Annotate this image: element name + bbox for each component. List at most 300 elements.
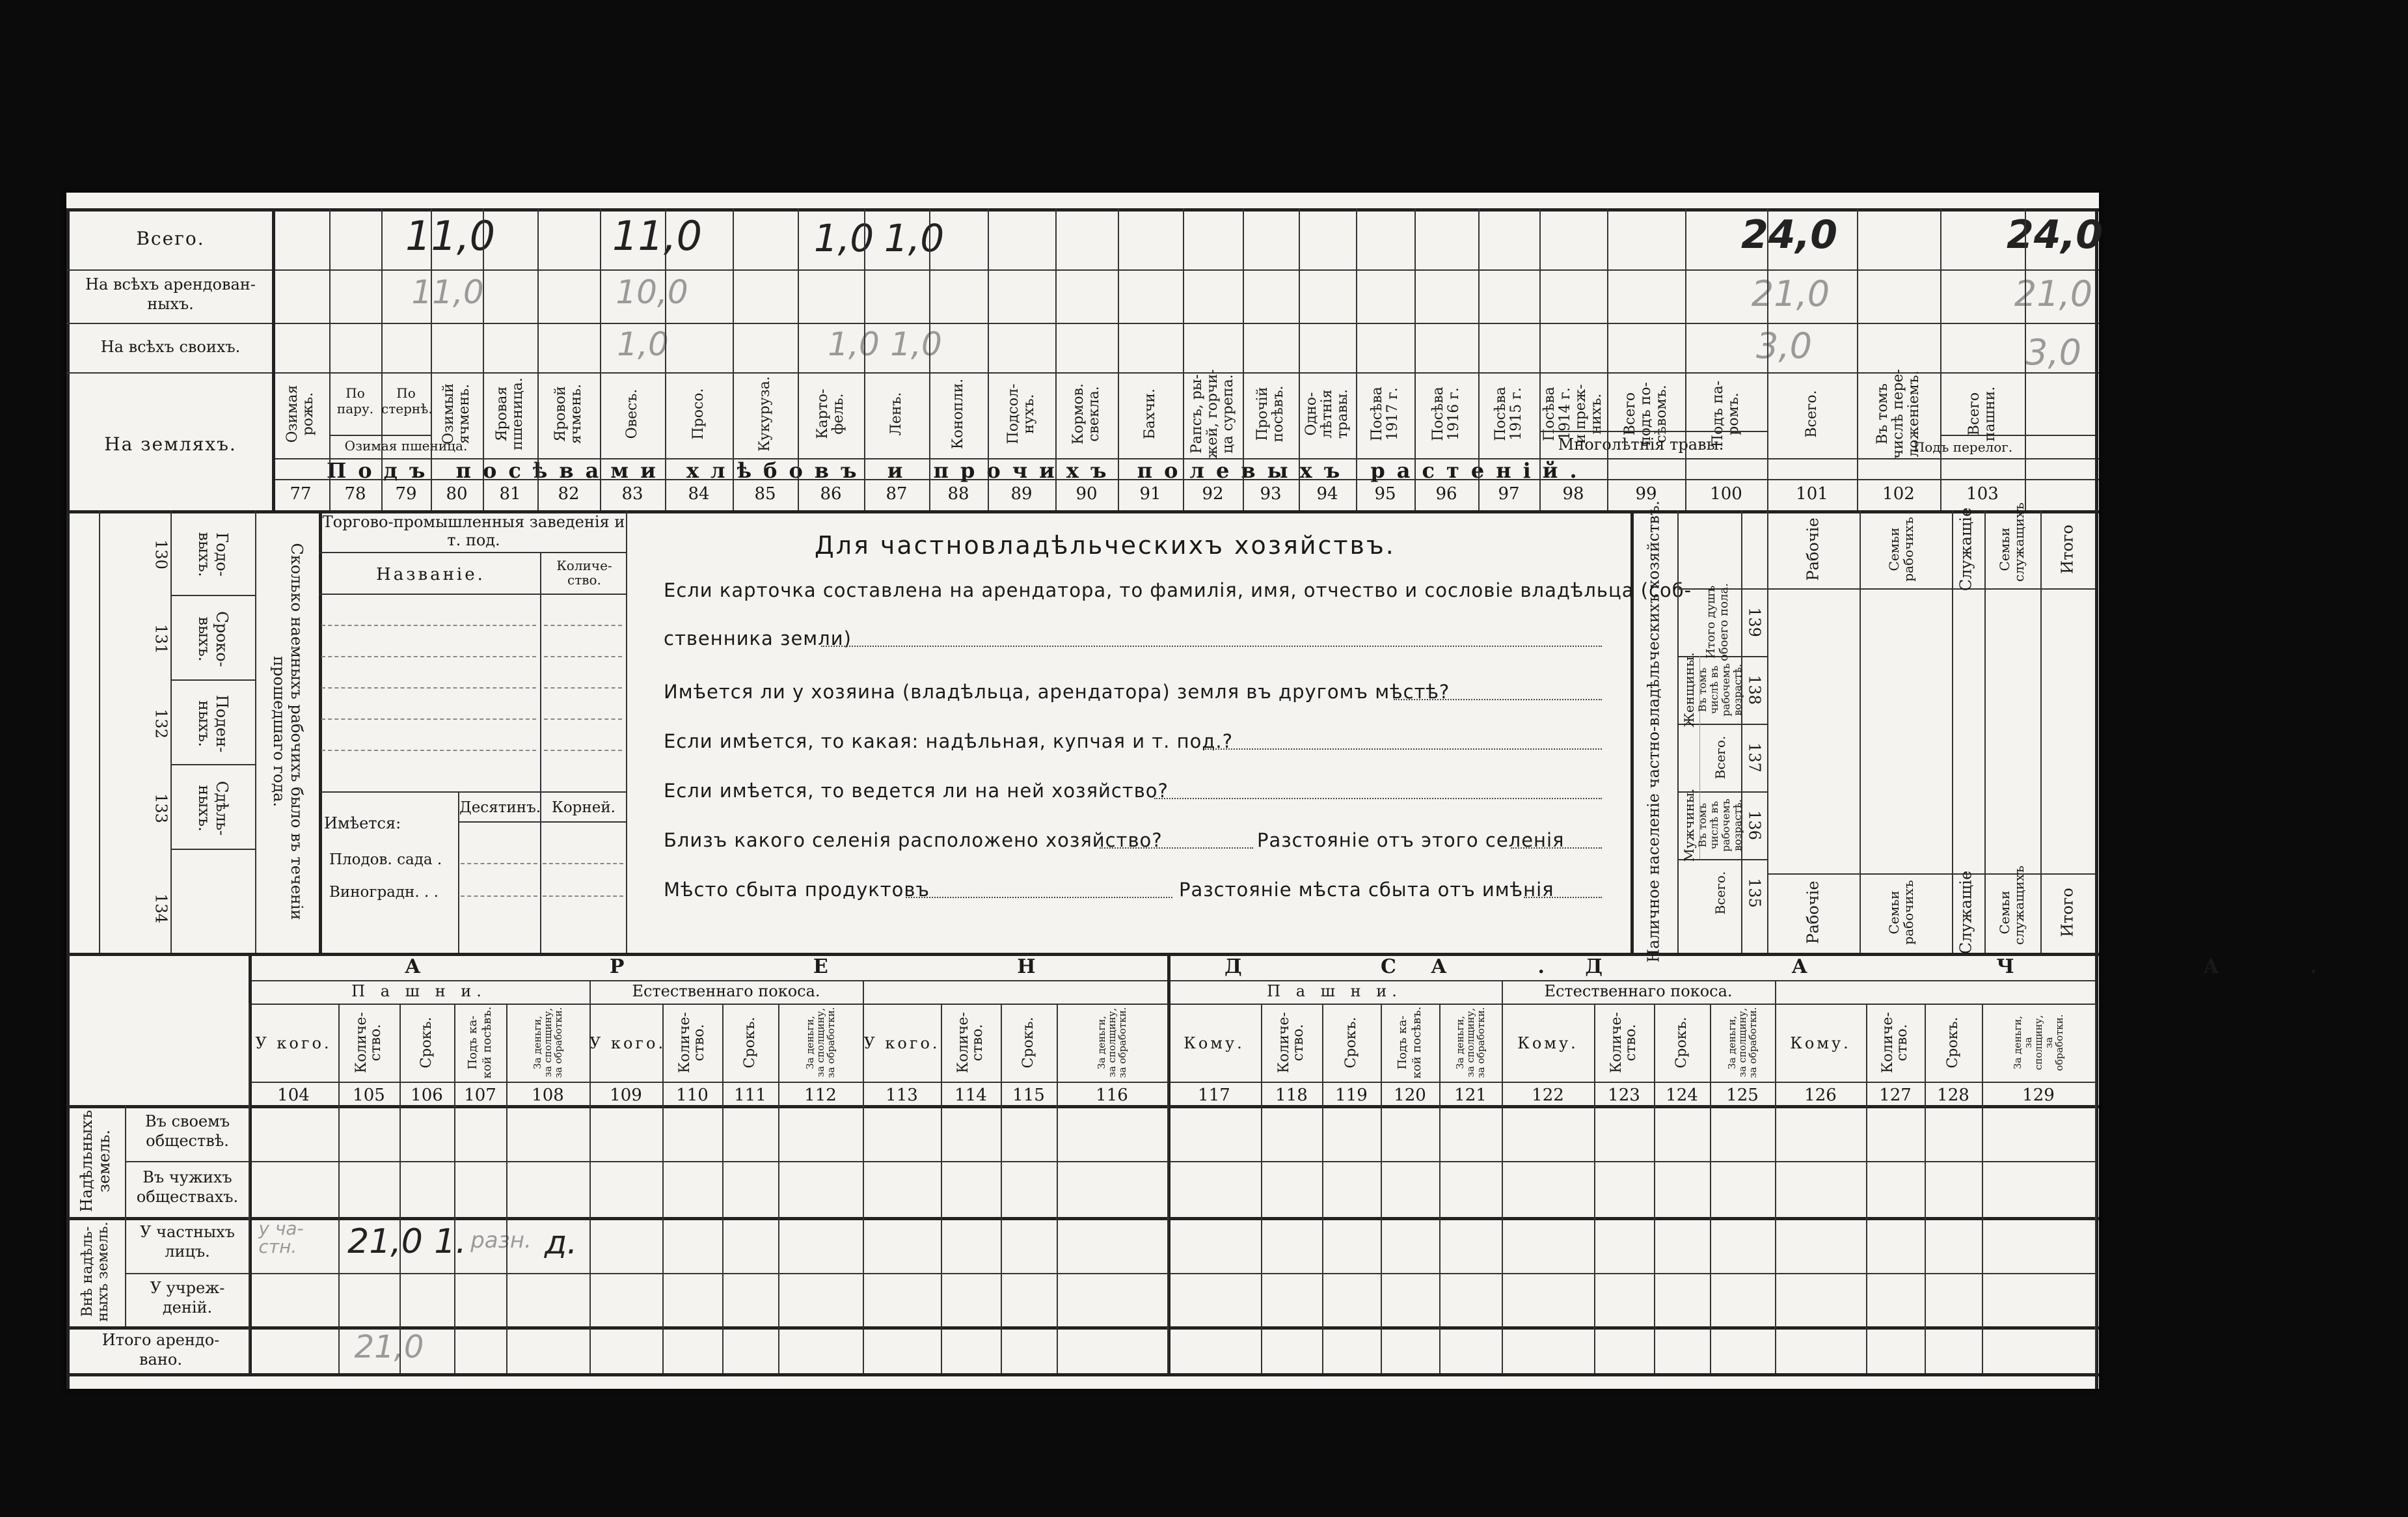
bottom-col-line	[506, 1004, 507, 1373]
top-col-line	[1607, 208, 1608, 510]
bottom-col-line	[941, 1004, 942, 1373]
top-col-header: Прочiй посѣвъ.	[1254, 385, 1286, 443]
bottom-hline	[66, 1217, 2099, 1220]
top-col-line	[798, 208, 799, 510]
bottom-hline	[249, 1082, 2095, 1083]
top-col-number: 95	[1374, 484, 1396, 504]
bottom-col-number: 128	[1937, 1086, 1969, 1105]
bottom-col-header: За деньги, за сполщину, за обработки.	[804, 1007, 837, 1078]
row-label-lands: На земляхъ.	[104, 433, 237, 455]
private-q3: Если имѣется, то какая: надѣльная, купчая и т. под.?	[664, 730, 1233, 752]
top-col-line	[1183, 208, 1184, 510]
bottom-col-header: За деньги, за сполщину, за обработки.	[532, 1007, 564, 1078]
bottom-col-line	[1710, 1004, 1711, 1373]
bottom-col-header: Подъ ка- кой посѣвъ.	[1396, 1006, 1424, 1079]
top-col-header: Рапсъ, ры- жей, горчи- ца сурепа.	[1189, 369, 1236, 459]
top-col-header: Посѣва 1917 г.	[1369, 387, 1401, 441]
bottom-col-line	[1381, 1004, 1382, 1373]
worker-annual: Годо- выхъ.	[195, 532, 231, 577]
mid-hline	[458, 821, 626, 823]
top-col-header: Кормов. свекла.	[1070, 383, 1102, 445]
top-col-line	[381, 208, 383, 510]
bottom-col-line	[863, 1004, 864, 1373]
row-total-rented: Итого арендо- вано.	[101, 1331, 220, 1369]
dashed-line	[544, 750, 622, 751]
worker-num-133: 133	[152, 793, 170, 823]
arenda-pashni: П а ш н и.	[351, 982, 487, 1000]
dashed-line	[321, 656, 536, 657]
hw-rent-arable: 21,0	[2014, 273, 2093, 314]
private-q5b: Разстоянiе отъ этого селенiя	[1257, 829, 1565, 851]
top-col-line	[329, 208, 331, 510]
bottom-col-number: 124	[1666, 1086, 1698, 1105]
top-col-line	[2095, 208, 2098, 510]
trade-title: Торгово-промышленныя заведенiя и т. под.	[322, 513, 625, 549]
dashed-line	[544, 625, 622, 626]
bottom-col-header: Срокъ.	[1673, 1017, 1690, 1069]
top-col-line	[1767, 208, 1768, 510]
hw-total-yarovoy: 11,0	[612, 212, 703, 260]
bottom-col-line	[1654, 1004, 1655, 1373]
pop-total-souls: Итого душъ обоего пола.	[1704, 583, 1731, 661]
bottom-col-header: За деньги, за сполщину, за обработки.	[2012, 1014, 2065, 1071]
mid-hline	[319, 594, 626, 595]
bottom-col-line	[1594, 1004, 1595, 1373]
dashed-line	[544, 718, 622, 720]
mid-hline	[170, 595, 255, 596]
mid-vline	[540, 552, 541, 791]
row-label-total: Всего.	[136, 228, 205, 249]
bottom-vline	[589, 980, 591, 1004]
bottom-col-header: Кому.	[1790, 1034, 1851, 1052]
dashed-line	[321, 687, 536, 689]
top-col-line	[1478, 208, 1480, 510]
group-line	[329, 435, 431, 436]
top-col-header: Озимый ячмень.	[440, 383, 472, 444]
pop-num-138: 138	[1745, 675, 1764, 705]
answer-line[interactable]	[1394, 699, 1602, 700]
bottom-col-line	[662, 1004, 664, 1373]
bottom-col-header: Количе- ство.	[955, 1012, 986, 1073]
mid-hline	[1767, 588, 2095, 590]
top-col-header: Въ томъ числѣ пере- ложенiемъ.	[1874, 369, 1922, 459]
mid-vline	[1767, 510, 1768, 953]
top-col-header: Карто- фель.	[815, 389, 846, 439]
bottom-col-header: За деньги, за сполщину, за обработки.	[1096, 1007, 1128, 1078]
pop-num-136: 136	[1745, 810, 1764, 840]
mid-vline	[1984, 510, 1986, 953]
top-col-header: По пару.	[336, 385, 374, 417]
top-col-number: 94	[1316, 484, 1338, 504]
bottom-col-number: 109	[610, 1086, 642, 1105]
top-col-line	[929, 208, 930, 510]
top-col-number: 88	[947, 484, 969, 504]
dashed-line	[321, 718, 536, 720]
top-col-header: Овесъ.	[624, 389, 640, 439]
bottom-col-line	[1439, 1004, 1441, 1373]
bottom-col-header: У кого.	[589, 1034, 666, 1052]
top-col-header: Ленъ.	[888, 392, 904, 436]
bottom-col-line	[249, 1004, 250, 1373]
answer-line[interactable]	[1100, 847, 1253, 849]
dashed-line	[543, 895, 623, 897]
top-col-line	[600, 208, 601, 510]
top-col-line	[1055, 208, 1057, 510]
desyatin-header: Десятинъ.	[459, 799, 541, 816]
worker-families-top: Семьи рабочихъ	[1886, 517, 1916, 582]
korney-header: Корней.	[552, 799, 616, 816]
bottom-col-header: Количе- ство.	[1608, 1012, 1639, 1073]
private-q5: Близъ какого селенiя расположено хозяйство?	[664, 829, 1163, 851]
bottom-col-number: 106	[411, 1086, 443, 1105]
top-col-line	[272, 208, 275, 510]
top-col-header: Посѣва 1916 г.	[1430, 387, 1462, 441]
worker-num-132: 132	[152, 709, 170, 739]
bottom-col-number: 122	[1532, 1086, 1564, 1105]
top-col-number: 85	[754, 484, 776, 504]
bottom-hline	[66, 1105, 2099, 1108]
bottom-col-header: У кого.	[255, 1034, 332, 1052]
left-border	[66, 208, 70, 1389]
top-col-number: 77	[290, 484, 312, 504]
bottom-col-header: У кого.	[863, 1034, 940, 1052]
hw-own-sown: 3,0	[1756, 325, 1812, 366]
hw-total-sown: 24,0	[1740, 212, 1838, 258]
bottom-col-line	[1167, 1004, 1169, 1373]
pop-men: Мужчины.	[1681, 788, 1697, 862]
row-label-own: На всѣхъ своихъ.	[100, 338, 241, 356]
mid-vline	[2040, 510, 2042, 953]
top-col-line	[1857, 208, 1858, 510]
top-col-header: Посѣва 1915 г.	[1493, 387, 1524, 441]
total-top: Итого	[2058, 525, 2077, 574]
worker-num-130: 130	[152, 540, 170, 569]
bottom-col-number: 114	[954, 1086, 987, 1105]
bottom-col-number: 117	[1198, 1086, 1230, 1105]
bottom-hline	[249, 1004, 2095, 1005]
mid-vline	[255, 510, 256, 953]
top-col-number: 97	[1498, 484, 1520, 504]
hw-rent-sown: 21,0	[1751, 273, 1830, 314]
bottom-col-number: 104	[277, 1086, 310, 1105]
top-col-number: 81	[499, 484, 521, 504]
bottom-col-header: Срокъ.	[1343, 1017, 1359, 1069]
row-institutions: У учреж- денiй.	[150, 1279, 225, 1317]
bottom-col-line	[2095, 1004, 2096, 1373]
bottom-col-line	[1982, 1004, 1983, 1373]
trade-qty-header: Количе- ство.	[556, 558, 612, 588]
top-col-line	[864, 208, 865, 510]
top-col-line	[665, 208, 666, 510]
hw-total-kukuruza: 1,0	[813, 216, 874, 260]
bottom-col-line	[454, 1004, 455, 1373]
top-col-header: Одно- лѣтнiя травы.	[1303, 389, 1351, 439]
top-col-number: 100	[1710, 484, 1742, 504]
top-col-line	[1299, 208, 1300, 510]
top-col-number: 102	[1882, 484, 1915, 504]
hw-total-arable: 24,0	[2006, 212, 2104, 258]
top-col-line	[431, 208, 432, 510]
vineyard-label: Виноградн. . .	[329, 884, 439, 901]
pop-num-137: 137	[1745, 743, 1764, 772]
bottom-col-number: 116	[1096, 1086, 1128, 1105]
answer-line[interactable]	[821, 646, 1602, 647]
mid-vline	[1952, 510, 1953, 953]
sdacha-pashni: П а ш н и.	[1267, 982, 1402, 1000]
worker-num-134: 134	[152, 894, 170, 923]
bottom-col-header: За деньги, за сполщину, за обработки.	[1726, 1007, 1759, 1078]
mid-hline	[170, 764, 255, 765]
bottom-col-number: 112	[804, 1086, 837, 1105]
row-other-communities: Въ чужихъ обществахъ.	[136, 1168, 239, 1206]
hw-term: 1.	[434, 1222, 467, 1261]
bottom-vline	[1775, 980, 1776, 1004]
mid-hline	[319, 552, 626, 553]
worker-num-131: 131	[152, 624, 170, 654]
bottom-col-line	[722, 1004, 724, 1373]
bottom-col-header: Количе- ство.	[1880, 1012, 1910, 1073]
mid-vline	[99, 510, 100, 953]
has-label: Имѣется:	[324, 814, 401, 832]
bottom-col-number: 105	[353, 1086, 385, 1105]
top-col-number: 101	[1796, 484, 1828, 504]
hw-own-arable: 3,0	[2025, 332, 2081, 373]
answer-line[interactable]	[1154, 798, 1602, 799]
workers-caption: Сколько наемныхъ рабочихъ было въ теченiи прошедшаго года.	[270, 543, 306, 920]
dashed-line	[321, 625, 536, 626]
pop-women: Женщины.	[1681, 652, 1697, 728]
hw-total-kartofel: 1,0	[884, 216, 945, 260]
top-col-number: 90	[1075, 484, 1098, 504]
top-col-header: Бахчи.	[1142, 389, 1158, 439]
bottom-col-number: 120	[1394, 1086, 1426, 1105]
hw-rent-yarovoy: 10,0	[616, 273, 688, 311]
top-col-number: 83	[621, 484, 643, 504]
mid-hline	[170, 849, 255, 850]
private-q2: Имѣется ли у хозяина (владѣльца, арендатора) земля въ другомъ мѣстѣ?	[664, 681, 1450, 703]
hw-from-whom: у ча- стн.	[258, 1218, 304, 1257]
bottom-col-header: Срокъ.	[1020, 1017, 1036, 1069]
row-private-persons: У частныхъ лицъ.	[140, 1223, 235, 1261]
top-col-line	[1356, 208, 1357, 510]
bottom-col-number: 113	[886, 1086, 918, 1105]
orchard-label: Плодов. сада .	[329, 851, 442, 868]
row-sep	[66, 269, 2099, 271]
bottom-col-line	[589, 1004, 591, 1373]
top-col-number: 91	[1139, 484, 1161, 504]
dashed-line	[544, 656, 622, 657]
top-col-line	[483, 208, 484, 510]
pop-num-135: 135	[1745, 878, 1764, 908]
top-col-number: 99	[1635, 484, 1657, 504]
pop-women-total: Всего.	[1712, 735, 1728, 780]
top-col-number: 79	[395, 484, 417, 504]
hw-own-kartofel: 1,0	[890, 325, 942, 363]
bottom-col-header: Кому.	[1517, 1034, 1578, 1052]
group-non-allotment: Внѣ надѣль- ныхъ земель.	[79, 1222, 111, 1322]
group-perennial-grass: Многолѣтнiя травы.	[1558, 435, 1724, 454]
bottom-vline	[1502, 980, 1503, 1004]
bottom-col-header: Срокъ.	[742, 1017, 758, 1069]
top-col-number: 87	[886, 484, 908, 504]
top-col-number: 92	[1202, 484, 1224, 504]
top-col-header: Яровая пшеница.	[494, 377, 526, 450]
top-col-line	[1243, 208, 1244, 510]
mid-hline	[170, 679, 255, 681]
top-col-number: 84	[688, 484, 710, 504]
bottom-col-number: 121	[1454, 1086, 1487, 1105]
private-q4: Если имѣется, то ведется ли на ней хозяйство?	[664, 780, 1169, 802]
row-label-rented: На всѣхъ арендован- ныхъ.	[85, 275, 256, 313]
bottom-col-header: Количе- ство.	[1276, 1012, 1306, 1073]
top-col-line	[1940, 208, 1941, 510]
top-col-line	[1539, 208, 1541, 510]
dashed-line	[461, 895, 537, 897]
bottom-col-line	[1925, 1004, 1926, 1373]
hw-crop: разн.	[470, 1227, 532, 1253]
workers-bottom: Рабочiе	[1804, 881, 1822, 944]
group-line	[1940, 435, 2095, 436]
top-col-header: Подъ па- ромъ.	[1710, 380, 1742, 448]
private-q1b: ственника земли)	[664, 627, 852, 649]
bottom-col-line	[1322, 1004, 1323, 1373]
bottom-col-header: Количе- ство.	[353, 1012, 384, 1073]
group-ozim-wheat: Озимая пшеница.	[344, 438, 468, 454]
answer-line[interactable]	[1205, 748, 1602, 750]
worker-piece: Сдѣль- ныхъ.	[195, 780, 231, 836]
worker-families-bottom: Семьи рабочихъ	[1886, 880, 1916, 945]
top-col-header: Подсол- нухъ.	[1005, 383, 1037, 444]
top-col-line	[1414, 208, 1416, 510]
top-col-line	[1118, 208, 1119, 510]
top-col-number: 82	[558, 484, 580, 504]
total-bottom: Итого	[2058, 888, 2077, 937]
bottom-hline	[125, 1161, 2095, 1162]
top-col-number: 98	[1562, 484, 1584, 504]
population-caption: Наличное населенiе частно-владѣльческихъ хозяйствъ.	[1644, 500, 1663, 963]
census-card	[66, 193, 2408, 1389]
private-q6: Мѣсто сбыта продуктовъ	[664, 879, 930, 901]
bottom-hline	[66, 1373, 2099, 1376]
top-col-header: По стернѣ.	[381, 385, 433, 417]
group-fallow: Подъ перелог.	[1913, 439, 2013, 455]
pop-men-total: Всего.	[1712, 871, 1728, 915]
employees-top: Служащiе	[1956, 507, 1975, 592]
arenda-banner: А Р Е Н Д А.	[405, 955, 1636, 978]
employee-families-top: Семьи служащихъ	[1997, 502, 2027, 582]
hw-own-kukuruza: 1,0	[828, 325, 880, 363]
bottom-col-line	[1001, 1004, 1002, 1373]
top-col-number: 103	[1966, 484, 1999, 504]
bottom-col-number: 108	[532, 1086, 564, 1105]
pop-men-working: Въ томъ числѣ въ рабочемъ возрастѣ.	[1696, 799, 1744, 852]
bottom-col-header: За деньги, за сполщину, за обработки.	[1454, 1007, 1487, 1078]
top-col-header: Всего.	[1804, 390, 1820, 438]
top-col-number: 93	[1260, 484, 1282, 504]
top-col-line	[537, 208, 539, 510]
top-col-line	[988, 208, 989, 510]
bottom-col-number: 115	[1012, 1086, 1045, 1105]
bottom-hline	[125, 1273, 2095, 1274]
mid-vline	[1677, 510, 1679, 953]
bottom-col-header: Подъ ка- кой посѣвъ.	[466, 1006, 494, 1079]
hw-payment: д.	[544, 1223, 578, 1261]
private-q6b: Разстоянiе мѣста сбыта отъ имѣнiя	[1179, 879, 1554, 901]
bottom-col-line	[399, 1004, 401, 1373]
answer-line[interactable]	[1524, 897, 1602, 898]
arenda-pokos: Естественнаго покоса.	[632, 982, 820, 1000]
bottom-col-number: 118	[1275, 1086, 1308, 1105]
row-sep	[66, 372, 2099, 374]
bottom-col-header: Количе- ство.	[677, 1012, 707, 1073]
mid-vline	[1860, 510, 1861, 953]
top-col-number: 86	[820, 484, 842, 504]
trade-name-header: Названiе.	[376, 565, 485, 584]
answer-line[interactable]	[906, 897, 1172, 898]
mid-vline	[1630, 510, 1634, 953]
bottom-vline	[863, 980, 864, 1004]
top-col-header: Озимая рожь.	[284, 385, 316, 443]
dashed-line	[544, 687, 622, 689]
bottom-col-number: 129	[2022, 1086, 2055, 1105]
bottom-col-number: 111	[734, 1086, 766, 1105]
worker-daily: Поден- ныхъ.	[195, 694, 231, 753]
mid-vline	[626, 510, 627, 953]
bottom-col-line	[1775, 1004, 1776, 1373]
bottom-col-line	[1866, 1004, 1867, 1373]
bottom-col-number: 110	[676, 1086, 709, 1105]
bottom-col-line	[778, 1004, 779, 1373]
hw-rent-ozim: 11,0	[411, 273, 484, 311]
top-col-header: Кукуруза.	[757, 376, 773, 452]
mid-hline	[1767, 873, 2095, 875]
bottom-col-line	[1057, 1004, 1058, 1373]
top-col-header: Конопли.	[950, 378, 966, 450]
sdacha-pokos: Естественнаго покоса.	[1544, 982, 1733, 1000]
bottom-col-number: 127	[1879, 1086, 1912, 1105]
top-col-header: Просо.	[690, 388, 707, 440]
pop-women-working: Въ томъ числѣ въ рабочемъ возрастѣ.	[1696, 663, 1744, 717]
bottom-col-number: 119	[1335, 1086, 1368, 1105]
bottom-col-header: Срокъ.	[1945, 1017, 1961, 1069]
worker-term: Сроко- выхъ.	[195, 611, 231, 667]
top-col-header: Всего подъ по- сѣвомъ.	[1622, 382, 1670, 446]
bottom-col-header: Срокъ.	[418, 1017, 435, 1069]
employees-bottom: Служащiе	[1956, 870, 1975, 955]
workers-top: Рабочiе	[1804, 517, 1822, 581]
bottom-col-number: 126	[1804, 1086, 1837, 1105]
dashed-line	[543, 863, 623, 864]
bottom-col-number: 107	[464, 1086, 496, 1105]
group-line	[1539, 431, 1767, 432]
bottom-col-number: 125	[1726, 1086, 1759, 1105]
employee-families-bottom: Семьи служащихъ	[1997, 866, 2027, 945]
top-col-line	[1685, 208, 1686, 510]
bottom-col-header: Кому.	[1184, 1034, 1245, 1052]
bottom-col-number: 123	[1608, 1086, 1640, 1105]
bottom-col-line	[1502, 1004, 1503, 1373]
bottom-col-line	[1261, 1004, 1262, 1373]
row-own-community: Въ своемъ обществѣ.	[144, 1112, 230, 1150]
hw-amount: 21,0	[347, 1222, 423, 1261]
top-col-line	[2025, 208, 2026, 510]
mid-vline	[170, 510, 172, 953]
answer-line[interactable]	[1511, 847, 1602, 849]
top-col-header: Посѣва 1914 г. и преж- нихъ.	[1541, 384, 1604, 444]
row-sep	[66, 323, 2099, 324]
top-col-number: 89	[1010, 484, 1033, 504]
bottom-col-line	[338, 1004, 340, 1373]
